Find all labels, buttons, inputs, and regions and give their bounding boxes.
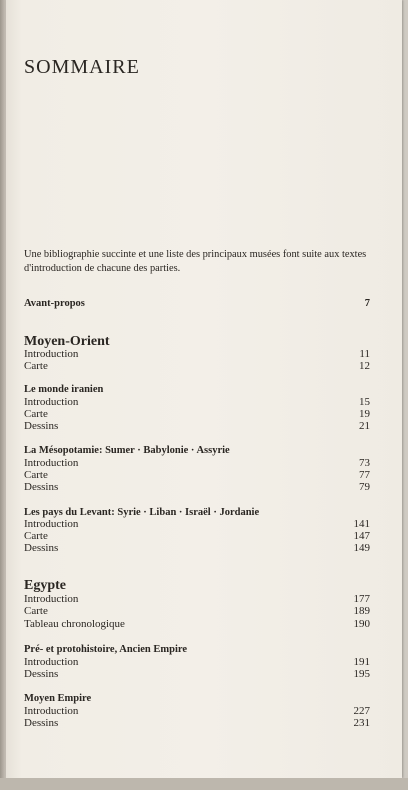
toc-entry-page: 190 — [353, 618, 370, 630]
toc-entry-label: Dessins — [24, 668, 59, 680]
toc-entry-page: 227 — [353, 705, 370, 717]
toc-entry-page: 21 — [359, 420, 370, 432]
toc-section-heading — [24, 578, 370, 594]
toc-entry-label: Introduction — [24, 518, 79, 530]
toc-subsection-heading — [24, 692, 370, 705]
toc-entry — [24, 668, 370, 681]
toc-entry-label: Introduction — [24, 348, 79, 360]
toc-entry-label: Introduction — [24, 457, 79, 469]
toc-entry-page: 15 — [359, 396, 370, 408]
toc-entry-label: Dessins — [24, 542, 59, 554]
toc-entry-label: La Mésopotamie: Sumer · Babylonie · Assyrie — [24, 445, 230, 456]
toc-subsection-heading — [24, 643, 370, 656]
toc-entry-label: Avant-propos — [24, 298, 85, 309]
toc-entry — [24, 481, 370, 494]
intro-paragraph: Une bibliographie succinte et une liste des principaux musées font suite aux textes d'introduction de chacune des parties. — [24, 249, 367, 274]
toc-entry — [24, 360, 370, 373]
toc-entry — [24, 420, 370, 433]
toc-entry-label: Introduction — [24, 705, 79, 717]
toc-entry-label: Carte — [24, 360, 48, 372]
toc-entry-page: 12 — [359, 360, 370, 372]
toc-entry-label: Introduction — [24, 396, 79, 408]
toc-entry-page: 189 — [353, 605, 370, 617]
toc-entry-page: 79 — [359, 481, 370, 493]
toc-entry-page: 19 — [359, 408, 370, 420]
toc-entry-page: 231 — [353, 717, 370, 729]
toc-entry-label: Les pays du Levant: Syrie · Liban · Israël · Jordanie — [24, 507, 260, 518]
toc-entry-label: Carte — [24, 469, 48, 481]
toc-entry-page: 7 — [364, 298, 370, 309]
toc-entry — [24, 618, 370, 631]
toc-entry — [24, 542, 370, 555]
toc-subsection-heading — [24, 444, 370, 457]
book-page — [6, 0, 402, 778]
toc-entry-page: 147 — [353, 530, 370, 542]
toc-entry-label: Carte — [24, 408, 48, 420]
toc-entry-label: Dessins — [24, 717, 59, 729]
toc-subsection-heading — [24, 383, 370, 396]
page-title: SOMMAIRE — [24, 56, 140, 78]
toc-entry-page: 77 — [359, 469, 370, 481]
toc-entry-page: 141 — [353, 518, 370, 530]
toc-entry-label: Tableau chronologique — [24, 618, 125, 630]
toc-entry-page: 177 — [353, 593, 370, 605]
toc-entry — [24, 605, 370, 618]
toc-entry-label: Le monde iranien — [24, 384, 104, 395]
toc-entry-page: 11 — [359, 348, 370, 360]
toc-entry — [24, 297, 370, 310]
toc-entry-label: Carte — [24, 530, 48, 542]
toc-entry-label: Introduction — [24, 656, 79, 668]
toc-entry-page: 149 — [353, 542, 370, 554]
toc-entry-label: Dessins — [24, 420, 59, 432]
toc-entry-label: Dessins — [24, 481, 59, 493]
toc-entry-page: 195 — [353, 668, 370, 680]
toc-entry-label: Moyen-Orient — [24, 334, 110, 349]
toc-entry-label: Egypte — [24, 578, 66, 593]
toc-entry-label: Carte — [24, 605, 48, 617]
toc-entry-label: Moyen Empire — [24, 693, 92, 704]
book-bottom-edge — [0, 778, 408, 790]
toc-entry-label: Pré- et protohistoire, Ancien Empire — [24, 644, 188, 655]
toc-entry — [24, 717, 370, 730]
toc-entry-page: 73 — [359, 457, 370, 469]
toc-entry-label: Introduction — [24, 593, 79, 605]
toc-entry-page: 191 — [353, 656, 370, 668]
